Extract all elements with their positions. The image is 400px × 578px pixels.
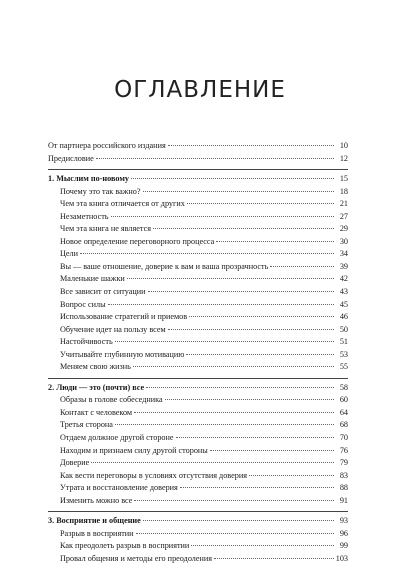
dot-leader xyxy=(216,241,334,242)
dot-leader xyxy=(168,329,334,330)
toc-subentry[interactable] xyxy=(48,361,348,374)
toc-page-number: 21 xyxy=(339,199,348,209)
dot-leader xyxy=(186,354,334,355)
toc-entry-label: Контакт с человеком xyxy=(60,407,133,417)
toc-subentry[interactable] xyxy=(48,336,348,349)
toc-section[interactable] xyxy=(48,515,348,528)
toc-page-number: 12 xyxy=(339,153,348,163)
toc-page-number: 43 xyxy=(339,287,348,297)
toc-entry-label: Почему это так важно? xyxy=(60,186,141,196)
toc-subentry[interactable] xyxy=(48,419,348,432)
toc-page-number: 42 xyxy=(339,274,348,284)
section-divider xyxy=(48,507,348,512)
toc-entry-label: Как преодолеть разрыв в восприятии xyxy=(60,541,190,551)
toc-entry-label: От партнера российского издания xyxy=(48,141,166,150)
dot-leader xyxy=(189,316,334,317)
dot-leader xyxy=(80,253,334,254)
dot-leader xyxy=(165,399,334,400)
toc-page-number: 50 xyxy=(339,324,348,334)
toc-entry-label: Образы в голове собеседника xyxy=(60,395,163,405)
toc-subentry[interactable] xyxy=(48,311,348,324)
toc-entry-label: Отдаем должное другой стороне xyxy=(60,433,174,443)
toc-page-number: 60 xyxy=(339,395,348,405)
dot-leader xyxy=(143,191,335,192)
toc-entry-label: 2. Люди — это (почти) все xyxy=(48,382,145,392)
toc-subentry[interactable] xyxy=(48,186,348,199)
toc-page-number: 30 xyxy=(339,236,348,246)
toc-page-number: 10 xyxy=(339,141,348,150)
toc-entry-label: Настойчивость xyxy=(60,337,113,347)
section-divider xyxy=(48,374,348,379)
toc-page-number: 34 xyxy=(339,249,348,259)
dot-leader xyxy=(214,558,334,559)
toc-subentry[interactable] xyxy=(48,457,348,470)
dot-leader xyxy=(249,475,334,476)
toc-entry-label: Разрыв в восприятии xyxy=(60,528,134,538)
section-divider xyxy=(48,165,348,170)
toc-entry-label: Маленькие шажки xyxy=(60,274,125,284)
dot-leader xyxy=(176,437,334,438)
dot-leader xyxy=(136,533,334,534)
toc-subentry[interactable] xyxy=(48,495,348,508)
toc-page-number: 53 xyxy=(339,349,348,359)
dot-leader xyxy=(134,500,334,501)
toc-subentry[interactable] xyxy=(48,540,348,553)
dot-leader xyxy=(148,291,335,292)
dot-leader xyxy=(131,178,334,179)
toc-page-number: 55 xyxy=(339,362,348,372)
toc-entry-label: Незаметность xyxy=(60,211,109,221)
toc-entry-label: 1. Мыслим по-новому xyxy=(48,174,129,184)
dot-leader xyxy=(96,158,334,159)
dot-leader xyxy=(108,304,334,305)
toc-entry-label: Чем эта книга отличается от других xyxy=(60,199,185,209)
toc-page-number: 18 xyxy=(339,186,348,196)
dot-leader xyxy=(191,545,334,546)
toc-page-number: 58 xyxy=(339,382,348,392)
toc-page-number: 46 xyxy=(339,312,348,322)
toc-subentry[interactable] xyxy=(48,528,348,541)
dot-leader xyxy=(153,228,334,229)
dot-leader xyxy=(180,487,334,488)
toc-page-number: 93 xyxy=(339,516,348,526)
toc-entry-label: Новое определение переговорного процесса xyxy=(60,236,215,246)
toc-subentry[interactable] xyxy=(48,445,348,458)
toc-entry[interactable] xyxy=(48,140,348,153)
toc-entry-label: Чем эта книга не является xyxy=(60,224,151,234)
toc-page-number: 83 xyxy=(339,470,348,480)
toc-subentry[interactable] xyxy=(48,470,348,483)
toc-subentry[interactable] xyxy=(48,273,348,286)
toc-entry-label: Учитывайте глубинную мотивацию xyxy=(60,349,185,359)
toc-entry-label: Цели xyxy=(60,249,79,259)
toc-entry-label: Вы — ваше отношение, доверие к вам и ваша прозрачность xyxy=(60,261,269,271)
toc-subentry[interactable] xyxy=(48,553,348,566)
dot-leader xyxy=(115,341,334,342)
toc-subentry[interactable] xyxy=(48,299,348,312)
toc-page-number: 27 xyxy=(339,211,348,221)
toc-subentry[interactable] xyxy=(48,349,348,362)
toc-entry-label: Изменить можно все xyxy=(60,495,133,505)
dot-leader xyxy=(146,387,334,388)
toc-page-number: 45 xyxy=(339,299,348,309)
toc-entry-label: Доверие xyxy=(60,458,90,468)
toc-page-number: 79 xyxy=(339,458,348,468)
toc-page-number: 29 xyxy=(339,224,348,234)
dot-leader xyxy=(187,203,334,204)
toc-entry-label: Третья сторона xyxy=(60,420,113,430)
toc-subentry[interactable] xyxy=(48,482,348,495)
toc-entry-label: Вопрос силы xyxy=(60,299,106,309)
toc-page-number: 91 xyxy=(339,495,348,505)
toc-page-number: 51 xyxy=(339,337,348,347)
toc-entry-label: 3. Восприятие и общение xyxy=(48,516,141,526)
dot-leader xyxy=(91,462,334,463)
toc-page-number: 64 xyxy=(339,407,348,417)
dot-leader xyxy=(127,278,334,279)
table-of-contents xyxy=(48,140,348,566)
toc-subentry[interactable] xyxy=(48,432,348,445)
toc-subentry[interactable] xyxy=(48,211,348,224)
toc-page-number: 39 xyxy=(339,261,348,271)
toc-page-number: 70 xyxy=(339,433,348,443)
toc-section[interactable] xyxy=(48,173,348,186)
dot-leader xyxy=(210,450,334,451)
toc-section[interactable] xyxy=(48,382,348,395)
toc-entry-label: Предисловие xyxy=(48,153,94,163)
toc-entry-label: Утрата и восстановление доверия xyxy=(60,483,178,493)
dot-leader xyxy=(133,366,334,367)
dot-leader xyxy=(111,216,334,217)
toc-entry-label: Как вести переговоры в условиях отсутствия доверия xyxy=(60,470,248,480)
toc-page-number: 99 xyxy=(339,541,348,551)
dot-leader xyxy=(115,424,334,425)
toc-entry-label: Использование стратегий и приемов xyxy=(60,312,188,322)
dot-leader xyxy=(270,266,334,267)
toc-subentry[interactable] xyxy=(48,223,348,236)
dot-leader xyxy=(143,520,334,521)
toc-page-number: 88 xyxy=(339,483,348,493)
toc-page-number: 15 xyxy=(339,174,348,184)
toc-page-number: 103 xyxy=(335,553,348,563)
toc-subentry[interactable] xyxy=(48,407,348,420)
toc-entry[interactable] xyxy=(48,153,348,166)
dot-leader xyxy=(168,145,334,146)
toc-page-number: 76 xyxy=(339,445,348,455)
page-title: ОГЛАВЛЕНИЕ xyxy=(114,77,286,104)
toc-page-number: 68 xyxy=(339,420,348,430)
toc-entry-label: Все зависит от ситуации xyxy=(60,287,146,297)
toc-entry-label: Находим и признаем силу другой стороны xyxy=(60,445,208,455)
toc-entry-label: Меняем свою жизнь xyxy=(60,362,131,372)
toc-entry-label: Обучение идет на пользу всем xyxy=(60,324,166,334)
toc-subentry[interactable] xyxy=(48,286,348,299)
toc-subentry[interactable] xyxy=(48,324,348,337)
toc-page-number: 96 xyxy=(339,528,348,538)
toc-subentry[interactable] xyxy=(48,261,348,274)
toc-subentry[interactable] xyxy=(48,394,348,407)
toc-subentry[interactable] xyxy=(48,198,348,211)
toc-subentry[interactable] xyxy=(48,248,348,261)
toc-subentry[interactable] xyxy=(48,236,348,249)
toc-entry-label: Провал общения и методы его преодоления xyxy=(60,553,213,563)
dot-leader xyxy=(134,412,334,413)
